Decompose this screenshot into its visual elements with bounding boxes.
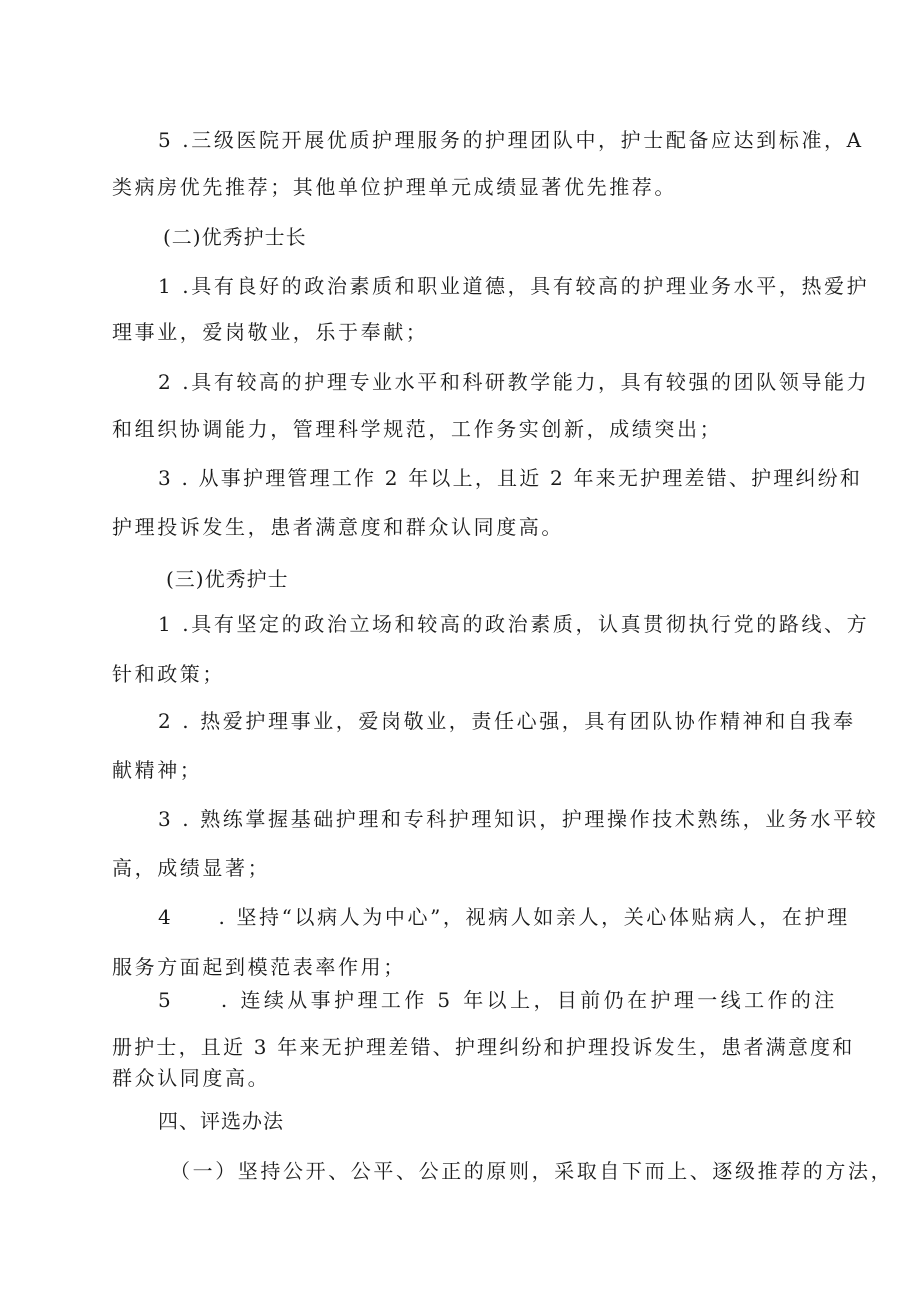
para-line: 2 .具有较高的护理专业水平和科研教学能力，具有较强的团队领导能力 [158,370,870,394]
para-line: 4 . 坚持“以病人为中心”，视病人如亲人，关心体贴病人，在护理 [158,905,850,929]
para-line: 2 . 热爱护理事业，爱岗敬业，责任心强，具有团队协作精神和自我奉 [158,709,856,733]
para-line: 3 . 从事护理管理工作 2 年以上，且近 2 年来无护理差错、护理纠纷和 [158,466,863,490]
para-line: 高，成绩显著； [112,856,271,880]
para-line: 理事业，爱岗敬业，乐于奉献； [112,320,429,344]
para-line: 护理投诉发生，患者满意度和群众认同度高。 [112,515,564,539]
para-line: 和组织协调能力，管理科学规范，工作务实创新，成绩突出； [112,417,723,441]
para-line: 针和政策； [112,662,225,686]
para-line: 献精神； [112,758,203,782]
section-heading: (二)优秀护士长 [163,225,307,249]
para-line: 群众认同度高。 [112,1066,271,1090]
para-line: （一）坚持公开、公平、公正的原则，采取自下而上、逐级推荐的方法， [170,1159,894,1183]
para-line: 3 . 熟练掌握基础护理和专科护理知识，护理操作技术熟练，业务水平较 [158,807,879,831]
para-line: 1 .具有良好的政治素质和职业道德，具有较高的护理业务水平，热爱护 [158,274,870,298]
para-line: 服务方面起到模范表率作用； [112,955,406,979]
para-line: 5 .三级医院开展优质护理服务的护理团队中，护士配备应达到标准，A [158,128,864,152]
para-line: 类病房优先推荐；其他单位护理单元成绩显著优先推荐。 [112,175,677,199]
para-line: 5 . 连续从事护理工作 5 年以上，目前仍在护理一线工作的注 [158,988,838,1012]
para-line: 1 .具有坚定的政治立场和较高的政治素质，认真贯彻执行党的路线、方 [158,612,870,636]
section-heading: (三)优秀护士 [166,567,289,591]
section-heading: 四、评选办法 [158,1109,284,1133]
para-line: 册护士，且近 3 年来无护理差错、护理纠纷和护理投诉发生，患者满意度和 [112,1035,855,1059]
